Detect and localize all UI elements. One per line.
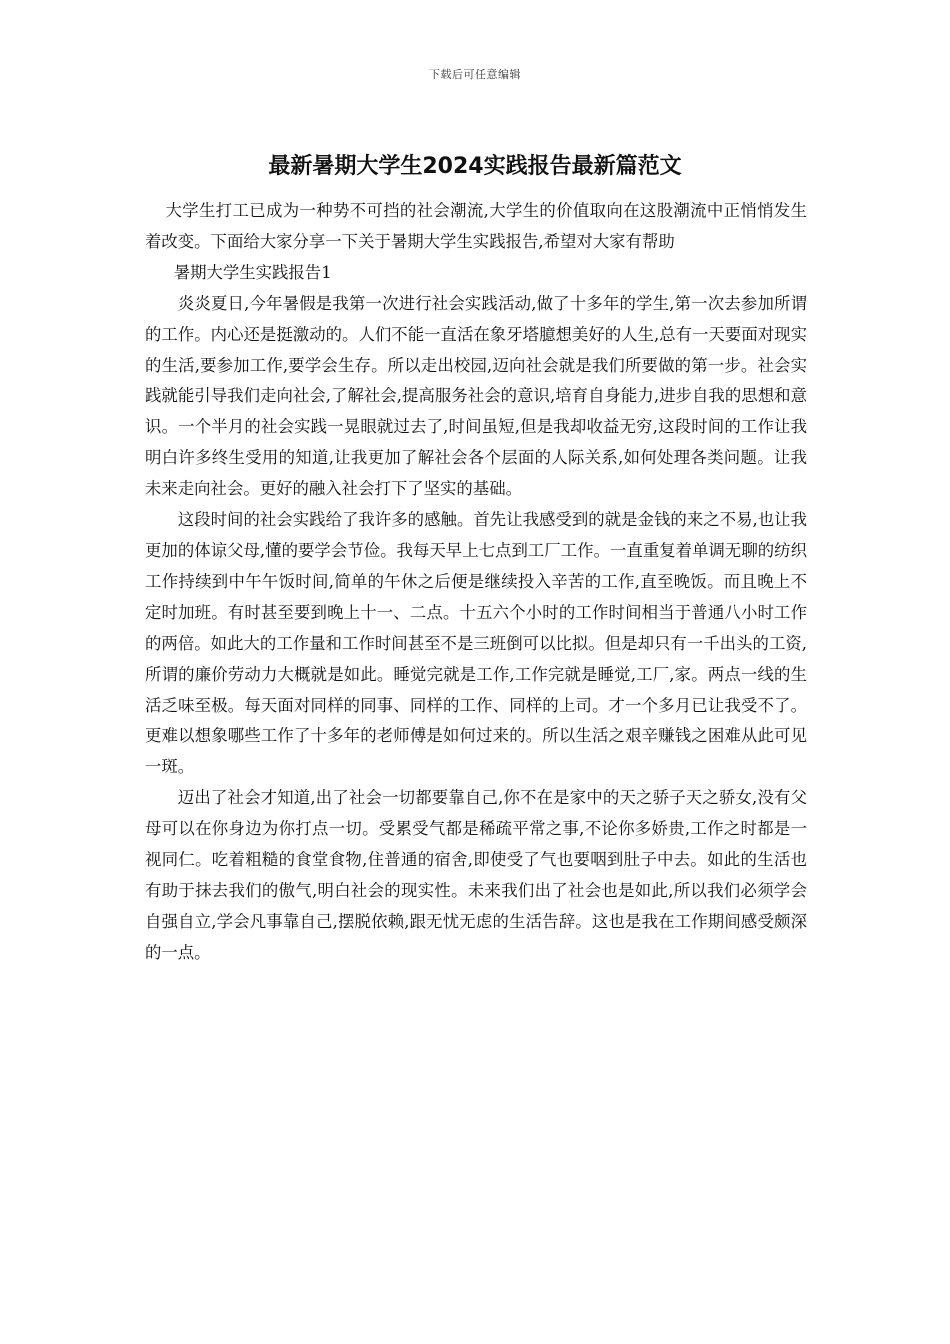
intro-paragraph: 大学生打工已成为一种势不可挡的社会潮流,大学生的价值取向在这股潮流中正悄悄发生着改变。下面给大家分享一下关于暑期大学生实践报告,希望对大家有帮助 [145,201,807,251]
document-body [145,196,807,969]
body-paragraph-2: 这段时间的社会实践给了我许多的感触。首先让我感受到的就是金钱的来之不易,也让我更加的体谅父母,懂的要学会节俭。我每天早上七点到工厂工作。一直重复着单调无聊的纺织工作持续到中午午饭时间,简单的午休之后便是继续投入辛苦的工作,直至晚饭。而且晚上不定时加班。有时甚至要到晚上十一、二点。十五六个小时的工作时间相当于普通八小时工作的两倍。如此大的工作量和工作时间甚至不是三班倒可以比拟。但是却只有一千出头的工资,所谓的廉价劳动力大概就是如此。睡觉完就是工作,工作完就是睡觉,工厂,家。两点一线的生活乏味至极。每天面对同样的同事、同样的工作、同样的上司。才一个多月已让我受不了。更难以想象哪些工作了十多年的老师傅是如何过来的。所以生活之艰辛赚钱之困难从此可见一斑。 [145,510,807,777]
header-note: 下载后可任意编辑 [429,68,521,81]
document-title: 最新暑期大学生2024实践报告最新篇范文 [268,154,682,179]
section-heading: 暑期大学生实践报告1 [173,262,332,282]
body-paragraph-1: 炎炎夏日,今年暑假是我第一次进行社会实践活动,做了十多年的学生,第一次去参加所谓的工作。内心还是挺激动的。人们不能一直活在象牙塔臆想美好的人生,总有一天要面对现实的生活,要参加工作,要学会生存。所以走出校园,迈向社会就是我们所要做的第一步。社会实践就能引导我们走向社会,了解社会,提高服务社会的意识,培育自身能力,进步自我的思想和意识。一个半月的社会实践一晃眼就过去了,时间虽短,但是我却收益无穷,这段时间的工作让我明白许多终生受用的知道,让我更加了解社会各个层面的人际关系,如何处理各类问题。让我未来走向社会。更好的融入社会打下了坚实的基础。 [145,293,807,499]
body-paragraph-3: 迈出了社会才知道,出了社会一切都要靠自己,你不在是家中的天之骄子天之骄女,没有父母可以在你身边为你打点一切。受累受气都是稀疏平常之事,不论你多娇贵,工作之时都是一视同仁。吃着粗糙的食堂食物,住普通的宿舍,即使受了气也要咽到肚子中去。如此的生活也有助于抹去我们的傲气,明白社会的现实性。未来我们出了社会也是如此,所以我们必须学会自强自立,学会凡事靠自己,摆脱依赖,跟无忧无虑的生活告辞。这也是我在工作期间感受颇深的一点。 [145,788,807,962]
